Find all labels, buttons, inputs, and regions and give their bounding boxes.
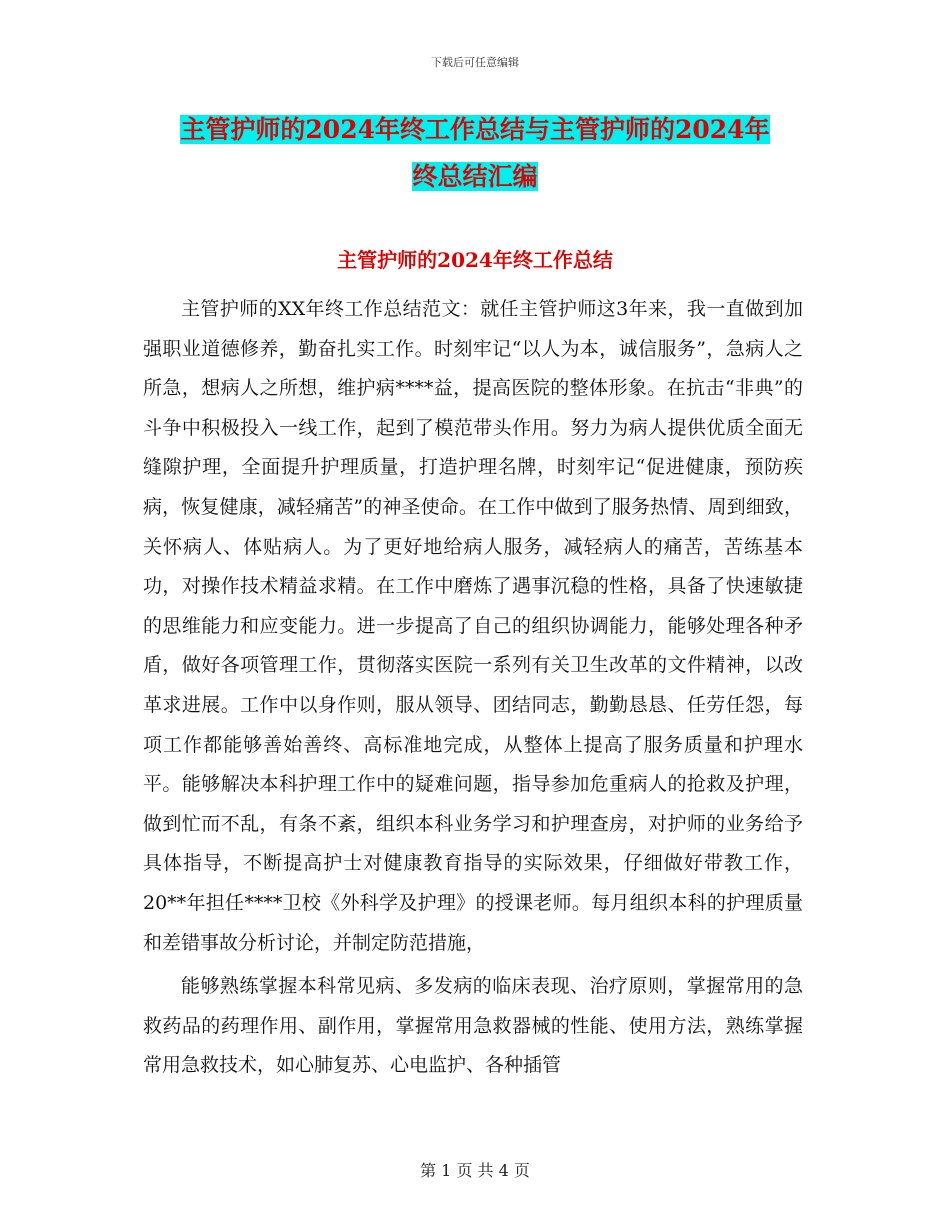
header-note: 下载后可任意编辑 (431, 56, 519, 69)
document-title (140, 106, 810, 200)
paragraph-2: 能够熟练掌握本科常见病、多发病的临床表现、治疗原则，掌握常用的急救药品的药理作用、副作用，掌握常用急救器械的性能、使用方法，熟练掌握常用急救技术，如心肺复苏、心电监护、各种插管 (143, 975, 803, 1077)
title-line-2: 终总结汇编 (412, 162, 538, 191)
document-body (143, 290, 803, 1090)
section-title: 主管护师的2024年终工作总结 (337, 248, 613, 272)
page-footer: 第 1 页 共 4 页 (420, 1161, 530, 1180)
paragraph-1: 主管护师的XX年终工作总结范文：就任主管护师这3年来，我一直做到加强职业道德修养，勤奋扎实工作。时刻牢记“以人为本，诚信服务”，急病人之所急，想病人之所想，维护病****益，提高医院的整体形象。在抗击“非典”的斗争中积极投入一线工作，起到了模范带头作用。努力为病人提供优质全面无缝隙护理，全面提升护理质量，打造护理名牌，时刻牢记“促进健康，预防疾病，恢复健康，减轻痛苦”的神圣使命。在工作中做到了服务热情、周到细致，关怀病人、体贴病人。为了更好地给病人服务，减轻病人的痛苦，苦练基本功，对操作技术精益求精。在工作中磨炼了遇事沉稳的性格，具备了快速敏捷的思维能力和应变能力。进一步提高了自己的组织协调能力，能够处理各种矛盾，做好各项管理工作，贯彻落实医院一系列有关卫生改革的文件精神，以改革求进展。工作中以身作则，服从领导、团结同志，勤勤恳恳、任劳任怨，每项工作都能够善始善终、高标准地完成，从整体上提高了服务质量和护理水平。能够解决本科护理工作中的疑难问题，指导参加危重病人的抢救及护理，做到忙而不乱，有条不紊，组织本科业务学习和护理查房，对护师的业务给予具体指导，不断提高护士对健康教育指导的实际效果，仔细做好带教工作，20**年担任****卫校《外科学及护理》的授课老师。每月组织本科的护理质量和差错事故分析讨论，并制定防范措施， (143, 298, 803, 954)
title-line-1: 主管护师的2024年终工作总结与主管护师的2024年 (180, 115, 770, 144)
